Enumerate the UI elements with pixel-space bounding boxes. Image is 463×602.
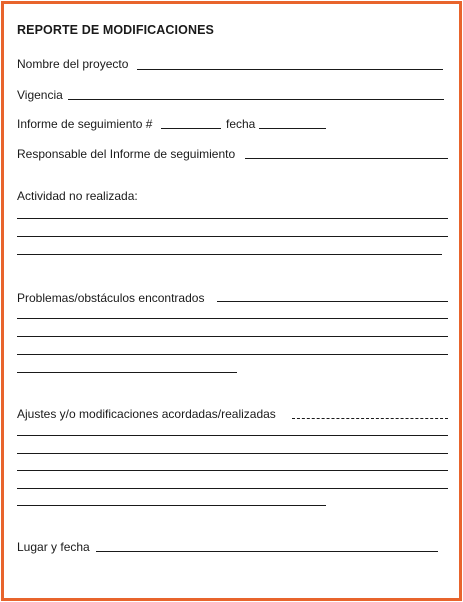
followup-report-number-field[interactable] xyxy=(161,128,221,129)
validity-label: Vigencia xyxy=(17,88,63,102)
adjustments-line-2[interactable] xyxy=(17,453,448,454)
adjustments-line-5[interactable] xyxy=(17,505,326,506)
place-date-field[interactable] xyxy=(96,551,438,552)
form-title: REPORTE DE MODIFICACIONES xyxy=(17,23,214,37)
activity-not-done-line-1[interactable] xyxy=(17,218,448,219)
adjustments-label: Ajustes y/o modificaciones acordadas/realizadas xyxy=(17,407,276,421)
adjustments-line-1[interactable] xyxy=(17,435,448,436)
project-name-field[interactable] xyxy=(137,69,443,70)
form-frame xyxy=(1,1,462,601)
validity-field[interactable] xyxy=(68,99,444,100)
problems-label: Problemas/obstáculos encontrados xyxy=(17,291,205,305)
adjustments-line-3[interactable] xyxy=(17,470,448,471)
followup-report-label: Informe de seguimiento # xyxy=(17,117,153,131)
date-label: fecha xyxy=(226,117,256,131)
activity-not-done-line-3[interactable] xyxy=(17,254,442,255)
adjustments-field[interactable] xyxy=(292,418,448,419)
problems-line-3[interactable] xyxy=(17,354,448,355)
report-responsible-label: Responsable del Informe de seguimiento xyxy=(17,147,236,161)
problems-line-4[interactable] xyxy=(17,372,237,373)
problems-field[interactable] xyxy=(217,301,448,302)
report-responsible-field[interactable] xyxy=(245,158,448,159)
activity-not-done-line-2[interactable] xyxy=(17,236,448,237)
problems-line-2[interactable] xyxy=(17,336,448,337)
activity-not-done-label: Actividad no realizada: xyxy=(17,189,138,203)
place-date-label: Lugar y fecha xyxy=(17,540,90,554)
date-field[interactable] xyxy=(259,128,326,129)
adjustments-line-4[interactable] xyxy=(17,488,448,489)
problems-line-1[interactable] xyxy=(17,318,448,319)
project-name-label: Nombre del proyecto xyxy=(17,57,129,71)
